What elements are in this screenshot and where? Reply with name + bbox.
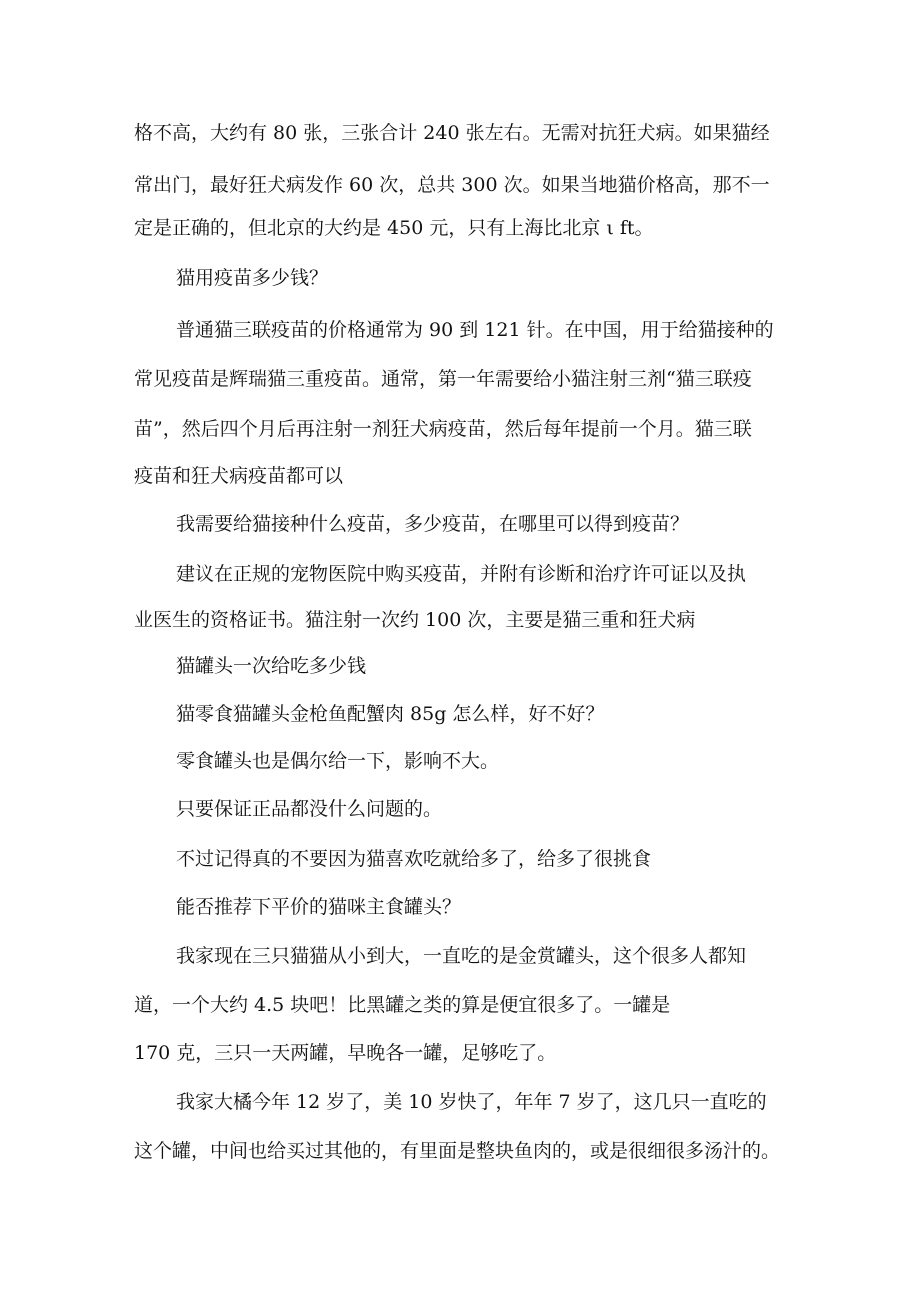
text-line-3: 定是正确的，但北京的大约是 450 元，只有上海比北京 ι ft。 (134, 217, 654, 239)
text-line-5: 普通猫三联疫苗的价格通常为 90 到 121 针。在中国，用于给猫接种的 (176, 319, 774, 341)
text-line-20: 170 克，三只一天两罐，早晚各一罐，足够吃了。 (134, 1042, 557, 1064)
question-heading-can-cost: 猫罐头一次给吃多少钱 (176, 655, 367, 677)
text-line-22: 这个罐，中间也给买过其他的，有里面是整块鱼肉的，或是很细很多汤汁的。 (134, 1140, 781, 1162)
text-line-6: 常见疫苗是辉瑞猫三重疫苗。通常，第一年需要给小猫注射三剂“猫三联疫 (134, 368, 752, 390)
text-line-16: 不过记得真的不要因为猫喜欢吃就给多了，给多了很挑食 (176, 848, 652, 870)
text-line-19: 道，一个大约 4.5 块吧！比黑罐之类的算是便宜很多了。一罐是 (134, 994, 671, 1016)
text-line-11: 业医生的资格证书。猫注射一次约 100 次，主要是猫三重和狂犬病 (134, 609, 696, 631)
question-heading-affordable-cans: 能否推荐下平价的猫咪主食罐头？ (176, 896, 462, 918)
text-line-7: 苗”，然后四个月后再注射一剂狂犬病疫苗，然后每年提前一个月。猫三联 (134, 418, 752, 440)
text-line-2: 常出门，最好狂犬病发作 60 次，总共 300 次。如果当地猫价格高，那不一 (134, 174, 770, 196)
text-line-8: 疫苗和狂犬病疫苗都可以 (134, 465, 344, 487)
text-line-18: 我家现在三只猫猫从小到大，一直吃的是金赏罐头，这个很多人都知 (176, 945, 747, 967)
question-heading-which-vaccine: 我需要给猫接种什么疫苗，多少疫苗，在哪里可以得到疫苗？ (176, 513, 690, 535)
text-line-21: 我家大橘今年 12 岁了，美 10 岁快了，年年 7 岁了，这几只一直吃的 (176, 1091, 767, 1113)
question-heading-tuna-crab: 猫零食猫罐头金枪鱼配蟹肉 85g 怎么样，好不好？ (176, 703, 605, 725)
text-line-1: 格不高，大约有 80 张，三张合计 240 张左右。无需对抗狂犬病。如果猫经 (134, 122, 770, 144)
text-line-15: 只要保证正品都没什么问题的。 (176, 798, 443, 820)
question-heading-vaccine-cost: 猫用疫苗多少钱？ (176, 267, 329, 289)
text-line-14: 零食罐头也是偶尔给一下，影响不大。 (176, 750, 500, 772)
text-line-10: 建议在正规的宠物医院中购买疫苗，并附有诊断和治疗许可证以及执 (176, 563, 747, 585)
